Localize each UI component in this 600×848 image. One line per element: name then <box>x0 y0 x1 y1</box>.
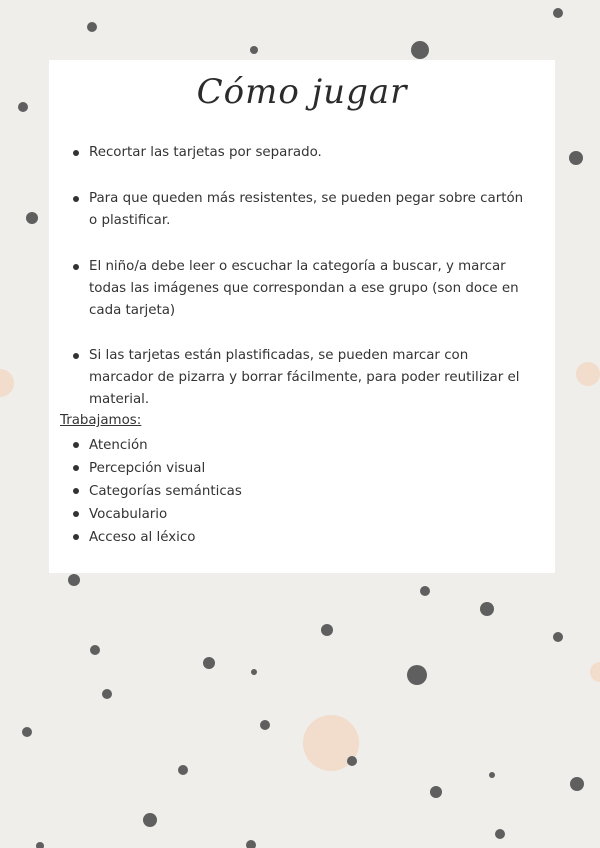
bullet-icon <box>73 442 79 448</box>
bullet-icon <box>73 465 79 471</box>
bullet-icon <box>73 353 79 359</box>
list-item: Percepción visual <box>89 457 389 480</box>
bullet-icon <box>73 488 79 494</box>
list-item: Para que queden más resistentes, se pueden pegar sobre cartón o plastificar. <box>89 188 529 232</box>
list-item: El niño/a debe leer o escuchar la categoría a buscar, y marcar todas las imágenes que correspondan a ese grupo (son doce en cada tarjeta) <box>89 256 529 322</box>
list-item: Si las tarjetas están plastificadas, se pueden marcar con marcador de pizarra y borrar fácilmente, para poder reutilizar el material. <box>89 345 529 411</box>
list-item: Categorías semánticas <box>89 480 389 503</box>
skills-list <box>89 434 389 549</box>
list-item: Recortar las tarjetas por separado. <box>89 142 529 164</box>
list-item: Atención <box>89 434 389 457</box>
skills-heading: Trabajamos: <box>60 413 142 428</box>
bullet-icon <box>73 264 79 270</box>
bullet-icon <box>73 511 79 517</box>
page-title: Cómo jugar <box>196 72 408 112</box>
steps-list <box>89 142 529 435</box>
list-item: Vocabulario <box>89 503 389 526</box>
bullet-icon <box>73 196 79 202</box>
bullet-icon <box>73 534 79 540</box>
list-item: Acceso al léxico <box>89 526 389 549</box>
instructions-card <box>49 60 555 573</box>
bullet-icon <box>73 150 79 156</box>
